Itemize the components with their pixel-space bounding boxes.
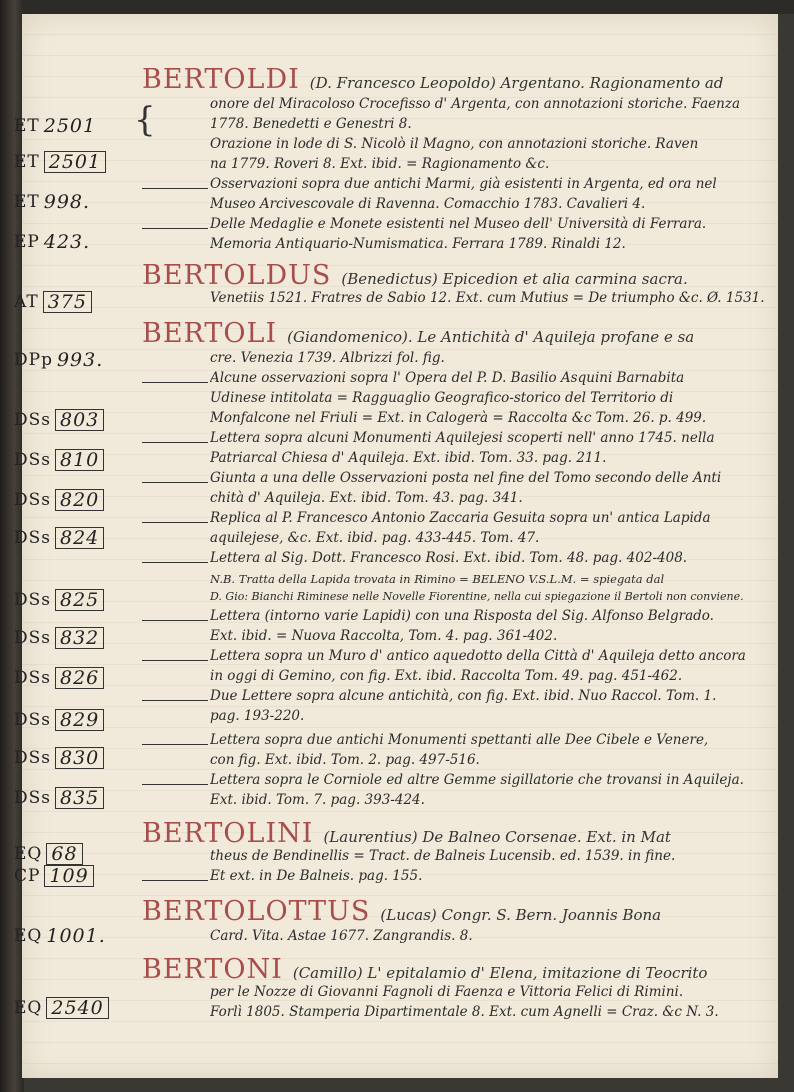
entry-first-line: (D. Francesco Leopoldo) Argentano. Ragionamento ad <box>309 74 724 92</box>
entry-heading <box>142 64 723 96</box>
shelfmark-code: ET <box>14 152 40 172</box>
brace-mark: { <box>134 100 156 140</box>
entry-line: Giunta a una delle Osservazioni posta nel fine del Tomo secondo delle Anti <box>210 470 722 486</box>
entry-heading <box>142 260 688 292</box>
entry-line: Lettera (intorno varie Lapidi) con una Risposta del Sig. Alfonso Belgrado. <box>210 608 714 624</box>
entry-line: cre. Venezia 1739. Albrizzi fol. fig. <box>210 350 445 366</box>
ditto-rule <box>142 482 208 483</box>
shelfmark-code: DSs <box>14 710 51 730</box>
entry-line: Et ext. in De Balneis. pag. 155. <box>210 868 423 884</box>
shelfmark <box>14 588 154 612</box>
entry-line: na 1779. Roveri 8. Ext. ibid. = Ragionamento &c. <box>210 156 550 172</box>
shelfmark <box>14 626 154 650</box>
entry-line: Replica al P. Francesco Antonio Zaccaria Gesuita sopra un' antica Lapida <box>210 510 711 526</box>
entry-heading <box>142 818 671 850</box>
shelfmark-code: EQ <box>14 998 43 1018</box>
entry-line: Patriarcal Chiesa d' Aquileja. Ext. ibid. Tom. 33. pag. 211. <box>210 450 607 466</box>
entry-line: Delle Medaglie e Monete esistenti nel Museo dell' Università di Ferrara. <box>210 216 707 232</box>
entry-line: per le Nozze di Giovanni Fagnoli di Faenza e Vittoria Felici di Rimini. <box>210 984 684 1000</box>
shelfmark <box>14 526 154 550</box>
shelfmark-number: 2501 <box>43 115 97 137</box>
entry-line: chità d' Aquileja. Ext. ibid. Tom. 43. pag. 341. <box>210 490 523 506</box>
shelfmark-code: EQ <box>14 926 43 946</box>
author-name: BERTONI <box>142 954 283 985</box>
shelfmark-code: DSs <box>14 668 51 688</box>
shelfmark <box>14 488 154 512</box>
entry-line: Venetiis 1521. Fratres de Sabio 12. Ext. cum Mutius = De triumpho &c. Ø. 1531. <box>210 290 765 306</box>
entry-line: 1778. Benedetti e Genestri 8. <box>210 116 412 132</box>
entry-heading <box>142 954 707 986</box>
shelfmark-number: 2540 <box>46 997 108 1019</box>
ditto-rule <box>142 744 208 745</box>
entry-first-line: (Camillo) L' epitalamio d' Elena, imitazione di Teocrito <box>292 964 708 982</box>
author-name: BERTOLDI <box>142 64 300 95</box>
ditto-rule <box>142 880 208 881</box>
entry-line: Lettera sopra un Muro d' antico aquedotto della Città d' Aquileja detto ancora <box>210 648 746 664</box>
shelfmark-code: ET <box>14 192 40 212</box>
entry-line: Card. Vita. Astae 1677. Zangrandis. 8. <box>210 928 473 944</box>
page-top-edge <box>22 0 794 14</box>
shelfmark-code: DSs <box>14 410 51 430</box>
entry-first-line: (Laurentius) De Balneo Corsenae. Ext. in Mat <box>323 828 671 846</box>
shelfmark-number: 825 <box>55 589 104 611</box>
shelfmark <box>14 114 154 138</box>
shelfmark <box>14 190 154 214</box>
entry-line: Ext. ibid. Tom. 7. pag. 393-424. <box>210 792 425 808</box>
shelfmark <box>14 924 154 948</box>
shelfmark-number: 835 <box>55 787 104 809</box>
author-name: BERTOLDUS <box>142 260 332 291</box>
entry-heading <box>142 318 694 350</box>
shelfmark <box>14 448 154 472</box>
entry-line: Lettera sopra due antichi Monumenti spettanti alle Dee Cibele e Venere, <box>210 732 709 748</box>
ditto-rule <box>142 660 208 661</box>
entry-line: Alcune osservazioni sopra l' Opera del P. D. Basilio Asquini Barnabita <box>210 370 685 386</box>
ditto-rule <box>142 228 208 229</box>
shelfmark <box>14 996 154 1020</box>
entry-first-line: (Giandomenico). Le Antichità d' Aquileja profane e sa <box>287 328 695 346</box>
shelfmark-number: 829 <box>55 709 104 731</box>
shelfmark-number: 824 <box>55 527 104 549</box>
shelfmark-code: DSs <box>14 450 51 470</box>
shelfmark-code: DSs <box>14 590 51 610</box>
entry-first-line: (Benedictus) Epicedion et alia carmina sacra. <box>341 270 688 288</box>
entry-line: Orazione in lode di S. Nicolò il Magno, con annotazioni storiche. Raven <box>210 136 699 152</box>
shelfmark <box>14 230 154 254</box>
author-name: BERTOLOTTUS <box>142 896 371 927</box>
entry-first-line: (Lucas) Congr. S. Bern. Joannis Bona <box>380 906 662 924</box>
shelfmark-number: 375 <box>43 291 92 313</box>
shelfmark-code: DSs <box>14 490 51 510</box>
shelfmark-number: 993. <box>56 349 104 371</box>
shelfmark-code: EP <box>14 232 40 252</box>
entry-line: Lettera sopra alcuni Monumenti Aquilejesi scoperti nell' anno 1745. nella <box>210 430 715 446</box>
entry-line: Memoria Antiquario-Numismatica. Ferrara 1789. Rinaldi 12. <box>210 236 626 252</box>
entry-line: Osservazioni sopra due antichi Marmi, già esistenti in Argenta, ed ora nel <box>210 176 717 192</box>
shelfmark <box>14 842 154 866</box>
shelfmark-number: 68 <box>46 843 82 865</box>
entry-heading <box>142 896 661 928</box>
shelfmark-number: 832 <box>55 627 104 649</box>
entry-line: Monfalcone nel Friuli = Ext. in Calogerà = Raccolta &c Tom. 26. p. 499. <box>210 410 707 426</box>
entry-line: theus de Bendinellis = Tract. de Balneis Lucensib. ed. 1539. in fine. <box>210 848 676 864</box>
shelfmark <box>14 666 154 690</box>
shelfmark-number: 998. <box>43 191 91 213</box>
shelfmark-code: DPp <box>14 350 53 370</box>
entry-line: onore del Miracoloso Crocefisso d' Argenta, con annotazioni storiche. Faenza <box>210 96 741 112</box>
entry-line: Ext. ibid. = Nuova Raccolta, Tom. 4. pag. 361-402. <box>210 628 558 644</box>
author-name: BERTOLI <box>142 318 278 349</box>
shelfmark-code: EQ <box>14 844 43 864</box>
shelfmark-number: 1001. <box>46 925 106 947</box>
shelfmark <box>14 290 154 314</box>
ditto-rule <box>142 188 208 189</box>
entry-line: pag. 193-220. <box>210 708 305 724</box>
shelfmark-number: 810 <box>55 449 104 471</box>
shelfmark-code: DSs <box>14 628 51 648</box>
entry-line: Due Lettere sopra alcune antichità, con fig. Ext. ibid. Nuo Raccol. Tom. 1. <box>210 688 717 704</box>
entry-line: Lettera sopra le Corniole ed altre Gemme sigillatorie che trovansi in Aquileja. <box>210 772 744 788</box>
shelfmark <box>14 348 154 372</box>
shelfmark-code: AT <box>14 292 39 312</box>
shelfmark-code: DSs <box>14 748 51 768</box>
shelfmark-number: 826 <box>55 667 104 689</box>
shelfmark-number: 820 <box>55 489 104 511</box>
entry-line: Forlì 1805. Stamperia Dipartimentale 8. Ext. cum Agnelli = Craz. &c N. 3. <box>210 1004 719 1020</box>
ditto-rule <box>142 700 208 701</box>
shelfmark <box>14 864 154 888</box>
shelfmark-code: DSs <box>14 528 51 548</box>
shelfmark <box>14 150 154 174</box>
entry-line: aquilejese, &c. Ext. ibid. pag. 433-445. Tom. 47. <box>210 530 540 546</box>
shelfmark <box>14 408 154 432</box>
entry-note: D. Gio: Bianchi Riminese nelle Novelle Fiorentine, nella cui spiegazione il Bertoli non conviene. <box>210 590 744 603</box>
shelfmark <box>14 786 154 810</box>
author-name: BERTOLINI <box>142 818 314 849</box>
shelfmark-number: 109 <box>44 865 93 887</box>
shelfmark-code: ET <box>14 116 40 136</box>
entry-note: N.B. Tratta della Lapida trovata in Rimino = BELENO V.S.L.M. = spiegata dal <box>210 572 665 586</box>
shelfmark-code: DSs <box>14 788 51 808</box>
ditto-rule <box>142 562 208 563</box>
entry-line: in oggi di Gemino, con fig. Ext. ibid. Raccolta Tom. 49. pag. 451-462. <box>210 668 683 684</box>
ditto-rule <box>142 620 208 621</box>
shelfmark <box>14 746 154 770</box>
shelfmark-number: 830 <box>55 747 104 769</box>
entry-line: Udinese intitolata = Ragguaglio Geografico-storico del Territorio di <box>210 390 674 406</box>
entry-line: Lettera al Sig. Dott. Francesco Rosi. Ext. ibid. Tom. 48. pag. 402-408. <box>210 550 688 566</box>
shelfmark-number: 803 <box>55 409 104 431</box>
entry-line: con fig. Ext. ibid. Tom. 2. pag. 497-516. <box>210 752 480 768</box>
ditto-rule <box>142 442 208 443</box>
ditto-rule <box>142 784 208 785</box>
shelfmark-number: 2501 <box>44 151 106 173</box>
ditto-rule <box>142 382 208 383</box>
shelfmark-code: CP <box>14 866 41 886</box>
entry-line: Museo Arcivescovale di Ravenna. Comacchio 1783. Cavalieri 4. <box>210 196 646 212</box>
ditto-rule <box>142 522 208 523</box>
shelfmark-number: 423. <box>43 231 91 253</box>
shelfmark <box>14 708 154 732</box>
